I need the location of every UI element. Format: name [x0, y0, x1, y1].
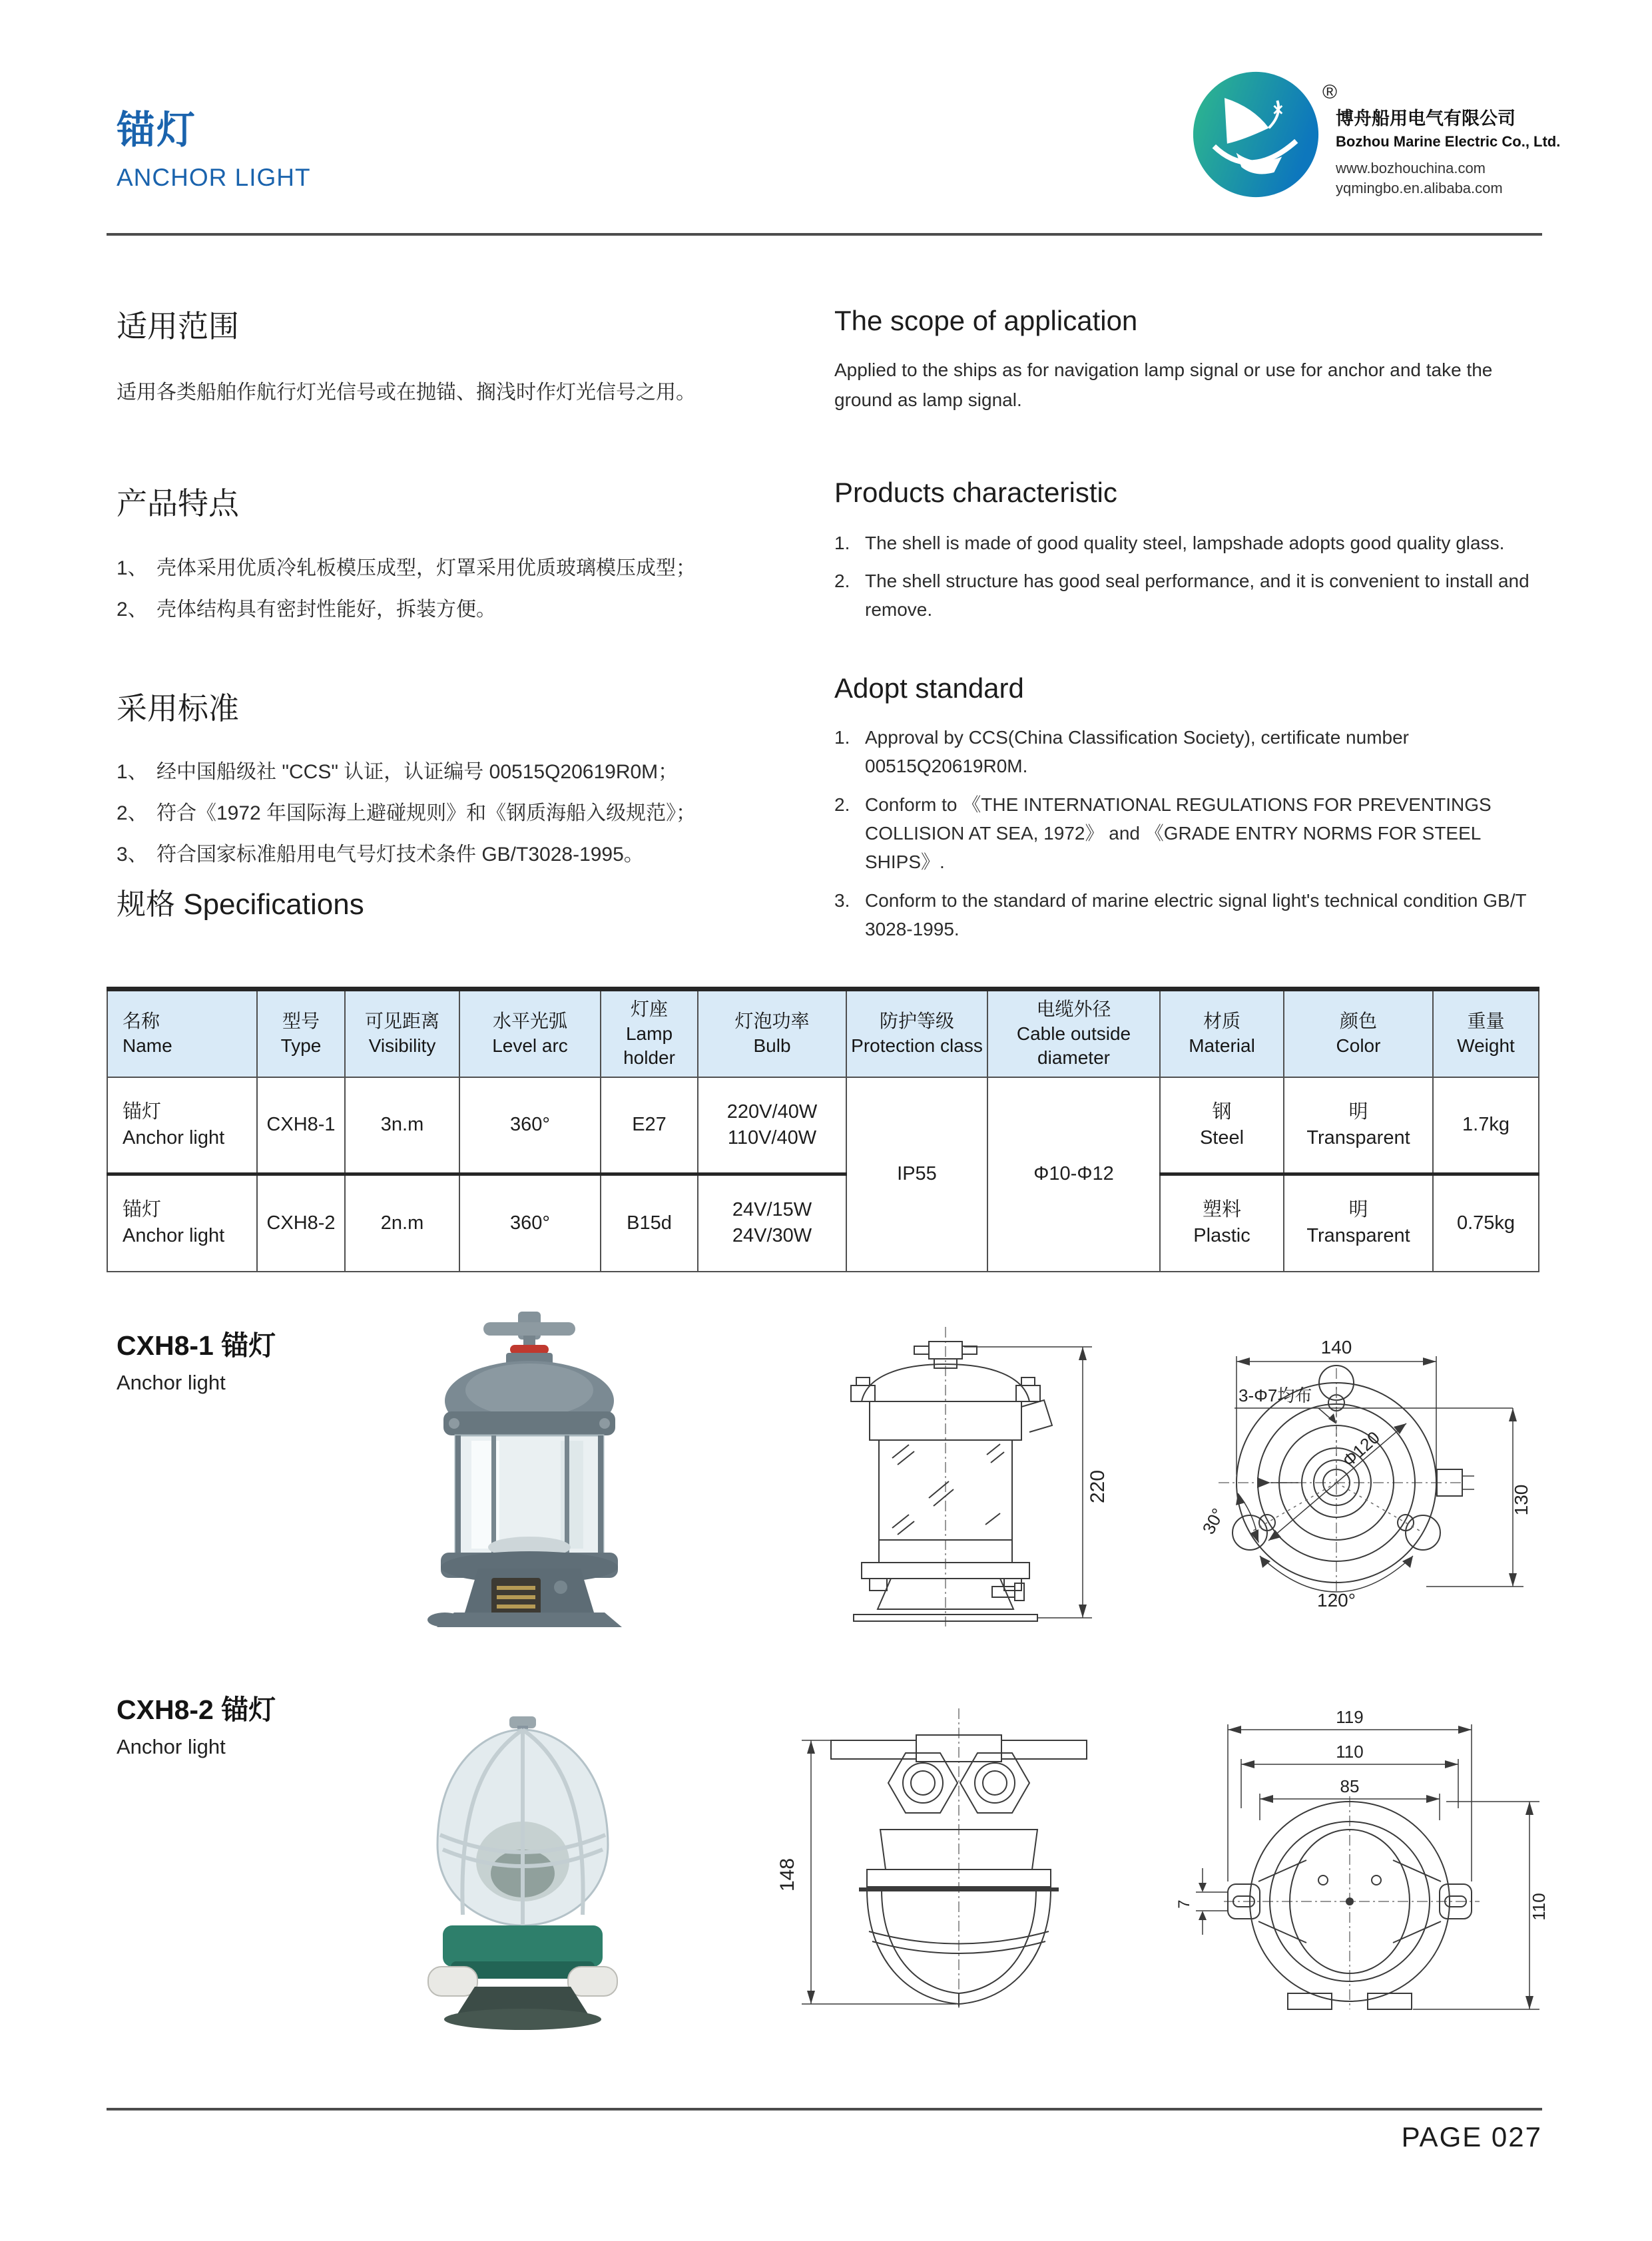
list-num: 3.	[834, 889, 850, 911]
english-column	[834, 293, 1550, 944]
cell-type: CXH8-1	[257, 1077, 345, 1174]
scope-heading-en: The scope of application	[834, 305, 1138, 336]
header-divider	[107, 233, 1542, 236]
col-header-visibility: 可见距离 Visibility	[345, 989, 459, 1077]
scope-body-en: Applied to the ships as for navigation lamp signal or use for anchor and take the ground as lamp signal.	[834, 360, 1493, 410]
product-model-title: CXH8-2 锚灯	[117, 1694, 276, 1725]
registered-trademark: ®	[1322, 81, 1338, 103]
list-item	[834, 723, 1550, 781]
col-header-cable: 电缆外径 Cable outside diameter	[987, 989, 1160, 1077]
cxh8-1-product-photo	[393, 1300, 666, 1636]
standard-list-cn	[117, 756, 782, 871]
col-header-lamp-holder: 灯座 Lamp holder	[601, 989, 698, 1077]
company-alibaba-url: yqmingbo.en.alibaba.com	[1336, 180, 1503, 196]
list-num: 2、	[117, 802, 148, 824]
list-num: 1、	[117, 761, 148, 783]
product-subtitle: Anchor light	[117, 1371, 226, 1394]
list-num: 1.	[834, 532, 850, 553]
specifications-heading: 规格 Specifications	[117, 888, 364, 921]
list-num: 2.	[834, 570, 850, 591]
company-website: www.bozhouchina.com	[1336, 160, 1486, 176]
features-heading-cn: 产品特点	[117, 486, 239, 521]
cxh8-2-top-drawing	[1167, 1702, 1586, 2011]
dim-height-label: 148	[776, 1858, 798, 1892]
cell-type: CXH8-2	[257, 1174, 345, 1272]
list-num: 3、	[117, 844, 148, 866]
list-item	[834, 790, 1550, 877]
standard-heading-en: Adopt standard	[834, 672, 1024, 704]
list-text: The shell is made of good quality steel, lampshade adopts good quality glass.	[865, 532, 1505, 553]
company-name-en: Bozhou Marine Electric Co., Ltd.	[1336, 133, 1561, 150]
cell-weight: 1.7kg	[1433, 1077, 1539, 1174]
list-text: 经中国船级社 "CCS" 认证，认证编号 00515Q20619R0M；	[156, 761, 679, 783]
cell-lamp-holder: B15d	[601, 1174, 698, 1272]
cell-level-arc: 360°	[459, 1174, 601, 1272]
cell-material: 塑料 Plastic	[1160, 1174, 1284, 1272]
list-num: 2.	[834, 794, 850, 815]
cell-visibility: 2n.m	[345, 1174, 459, 1272]
dim-height-label: 130	[1511, 1484, 1531, 1516]
page-title-en: ANCHOR LIGHT	[117, 164, 311, 191]
list-text: 符合《1972 年国际海上避碰规则》和《钢质海船入级规范》；	[156, 802, 696, 824]
list-item	[834, 567, 1550, 624]
dim-height-label: 220	[1087, 1469, 1109, 1504]
list-item	[834, 529, 1550, 557]
table-row	[107, 1174, 1539, 1272]
dim-w1-label: 119	[1336, 1707, 1364, 1727]
list-item	[117, 839, 782, 871]
list-text: Approval by CCS(China Classification Society), certificate number 00515Q20619R0M.	[865, 726, 1409, 777]
dim-thickness-label: 7	[1175, 1899, 1193, 1909]
cell-cable-merged: Φ10-Φ12	[987, 1077, 1160, 1272]
cxh8-2-front-drawing	[759, 1702, 1159, 2011]
standard-heading-cn: 采用标准	[117, 691, 239, 726]
list-text: 壳体采用优质冷轧板模压成型，灯罩采用优质玻璃模压成型；	[156, 557, 696, 579]
cell-material: 钢 Steel	[1160, 1077, 1284, 1174]
page-title-block	[117, 99, 311, 192]
list-num: 2、	[117, 599, 148, 621]
cell-bulb: 220V/40W 110V/40W	[698, 1077, 846, 1174]
cell-name: 锚灯 Anchor light	[107, 1077, 257, 1174]
cell-color: 明 Transparent	[1284, 1077, 1433, 1174]
page-title-cn: 锚灯	[117, 109, 197, 152]
list-num: 1、	[117, 557, 148, 579]
cell-color: 明 Transparent	[1284, 1174, 1433, 1272]
product-cxh8-2-heading	[117, 1688, 276, 1759]
list-text: 符合国家标准船用电气号灯技术条件 GB/T3028-1995。	[156, 844, 644, 866]
dim-w2-label: 110	[1336, 1742, 1364, 1762]
cell-bulb: 24V/15W 24V/30W	[698, 1174, 846, 1272]
col-header-material: 材质 Material	[1160, 989, 1284, 1077]
col-header-weight: 重量 Weight	[1433, 989, 1539, 1077]
col-header-bulb: 灯泡功率 Bulb	[698, 989, 846, 1077]
company-name-cn: 博舟船用电气有限公司	[1336, 109, 1515, 128]
cell-visibility: 3n.m	[345, 1077, 459, 1174]
features-list-cn	[117, 553, 782, 626]
col-header-name: 名称 Name	[107, 989, 257, 1077]
footer-divider	[107, 2108, 1542, 2111]
table-row	[107, 1077, 1539, 1174]
list-item	[117, 798, 782, 830]
cxh8-1-top-drawing	[1140, 1322, 1579, 1615]
col-header-level-arc: 水平光弧 Level arc	[459, 989, 601, 1077]
dim-holes-label: 3-Φ7均布	[1239, 1385, 1312, 1405]
product-cxh8-1-heading	[117, 1324, 276, 1395]
features-list-en	[834, 529, 1550, 624]
cxh8-1-front-drawing	[792, 1322, 1125, 1631]
scope-body-cn: 适用各类船舶作航行灯光信号或在抛锚、搁浅时作灯光信号之用。	[117, 381, 696, 403]
list-item	[834, 886, 1550, 944]
chinese-column	[117, 293, 782, 871]
col-header-color: 颜色 Color	[1284, 989, 1433, 1077]
col-header-type: 型号 Type	[257, 989, 345, 1077]
features-heading-en: Products characteristic	[834, 476, 1117, 508]
cell-name: 锚灯 Anchor light	[107, 1174, 257, 1272]
list-text: Conform to 《THE INTERNATIONAL REGULATIONS FOR PREVENTINGS COLLISION AT SEA, 1972》 and 《GRADE ENTRY NORMS FOR STEEL SHIPS》.	[865, 794, 1492, 873]
page-number: PAGE 027	[1401, 2121, 1542, 2152]
scope-heading-cn: 适用范围	[117, 309, 239, 344]
list-item	[117, 594, 782, 626]
product-subtitle: Anchor light	[117, 1735, 226, 1758]
table-header-row	[107, 989, 1539, 1077]
cxh8-2-product-photo	[396, 1702, 649, 2038]
spec-table	[107, 987, 1542, 1272]
cell-weight: 0.75kg	[1433, 1174, 1539, 1272]
list-text: 壳体结构具有密封性能好，拆装方便。	[156, 599, 496, 621]
list-text: The shell structure has good seal performance, and it is convenient to install and remove.	[865, 570, 1529, 621]
standard-list-en	[834, 723, 1550, 944]
dim-angle-small-label: 30°	[1198, 1505, 1229, 1538]
product-model-title: CXH8-1 锚灯	[117, 1330, 276, 1361]
company-info	[1336, 104, 1615, 197]
sailboat-logo-icon	[1191, 69, 1321, 200]
dim-width-label: 140	[1320, 1337, 1352, 1358]
list-item	[117, 553, 782, 585]
cell-level-arc: 360°	[459, 1077, 601, 1174]
col-header-protection: 防护等级 Protection class	[846, 989, 987, 1077]
list-text: Conform to the standard of marine electric signal light's technical condition GB/T 3028-1995.	[865, 889, 1527, 940]
dim-w3-label: 85	[1340, 1776, 1360, 1796]
list-num: 1.	[834, 726, 850, 748]
cell-lamp-holder: E27	[601, 1077, 698, 1174]
dim-angle-large-label: 120°	[1317, 1590, 1356, 1611]
dim-height-label: 110	[1529, 1893, 1549, 1921]
company-logo	[1191, 69, 1338, 200]
dim-circle-label: Φ120	[1338, 1427, 1384, 1471]
cell-protection-merged: IP55	[846, 1077, 987, 1272]
list-item	[117, 756, 782, 788]
